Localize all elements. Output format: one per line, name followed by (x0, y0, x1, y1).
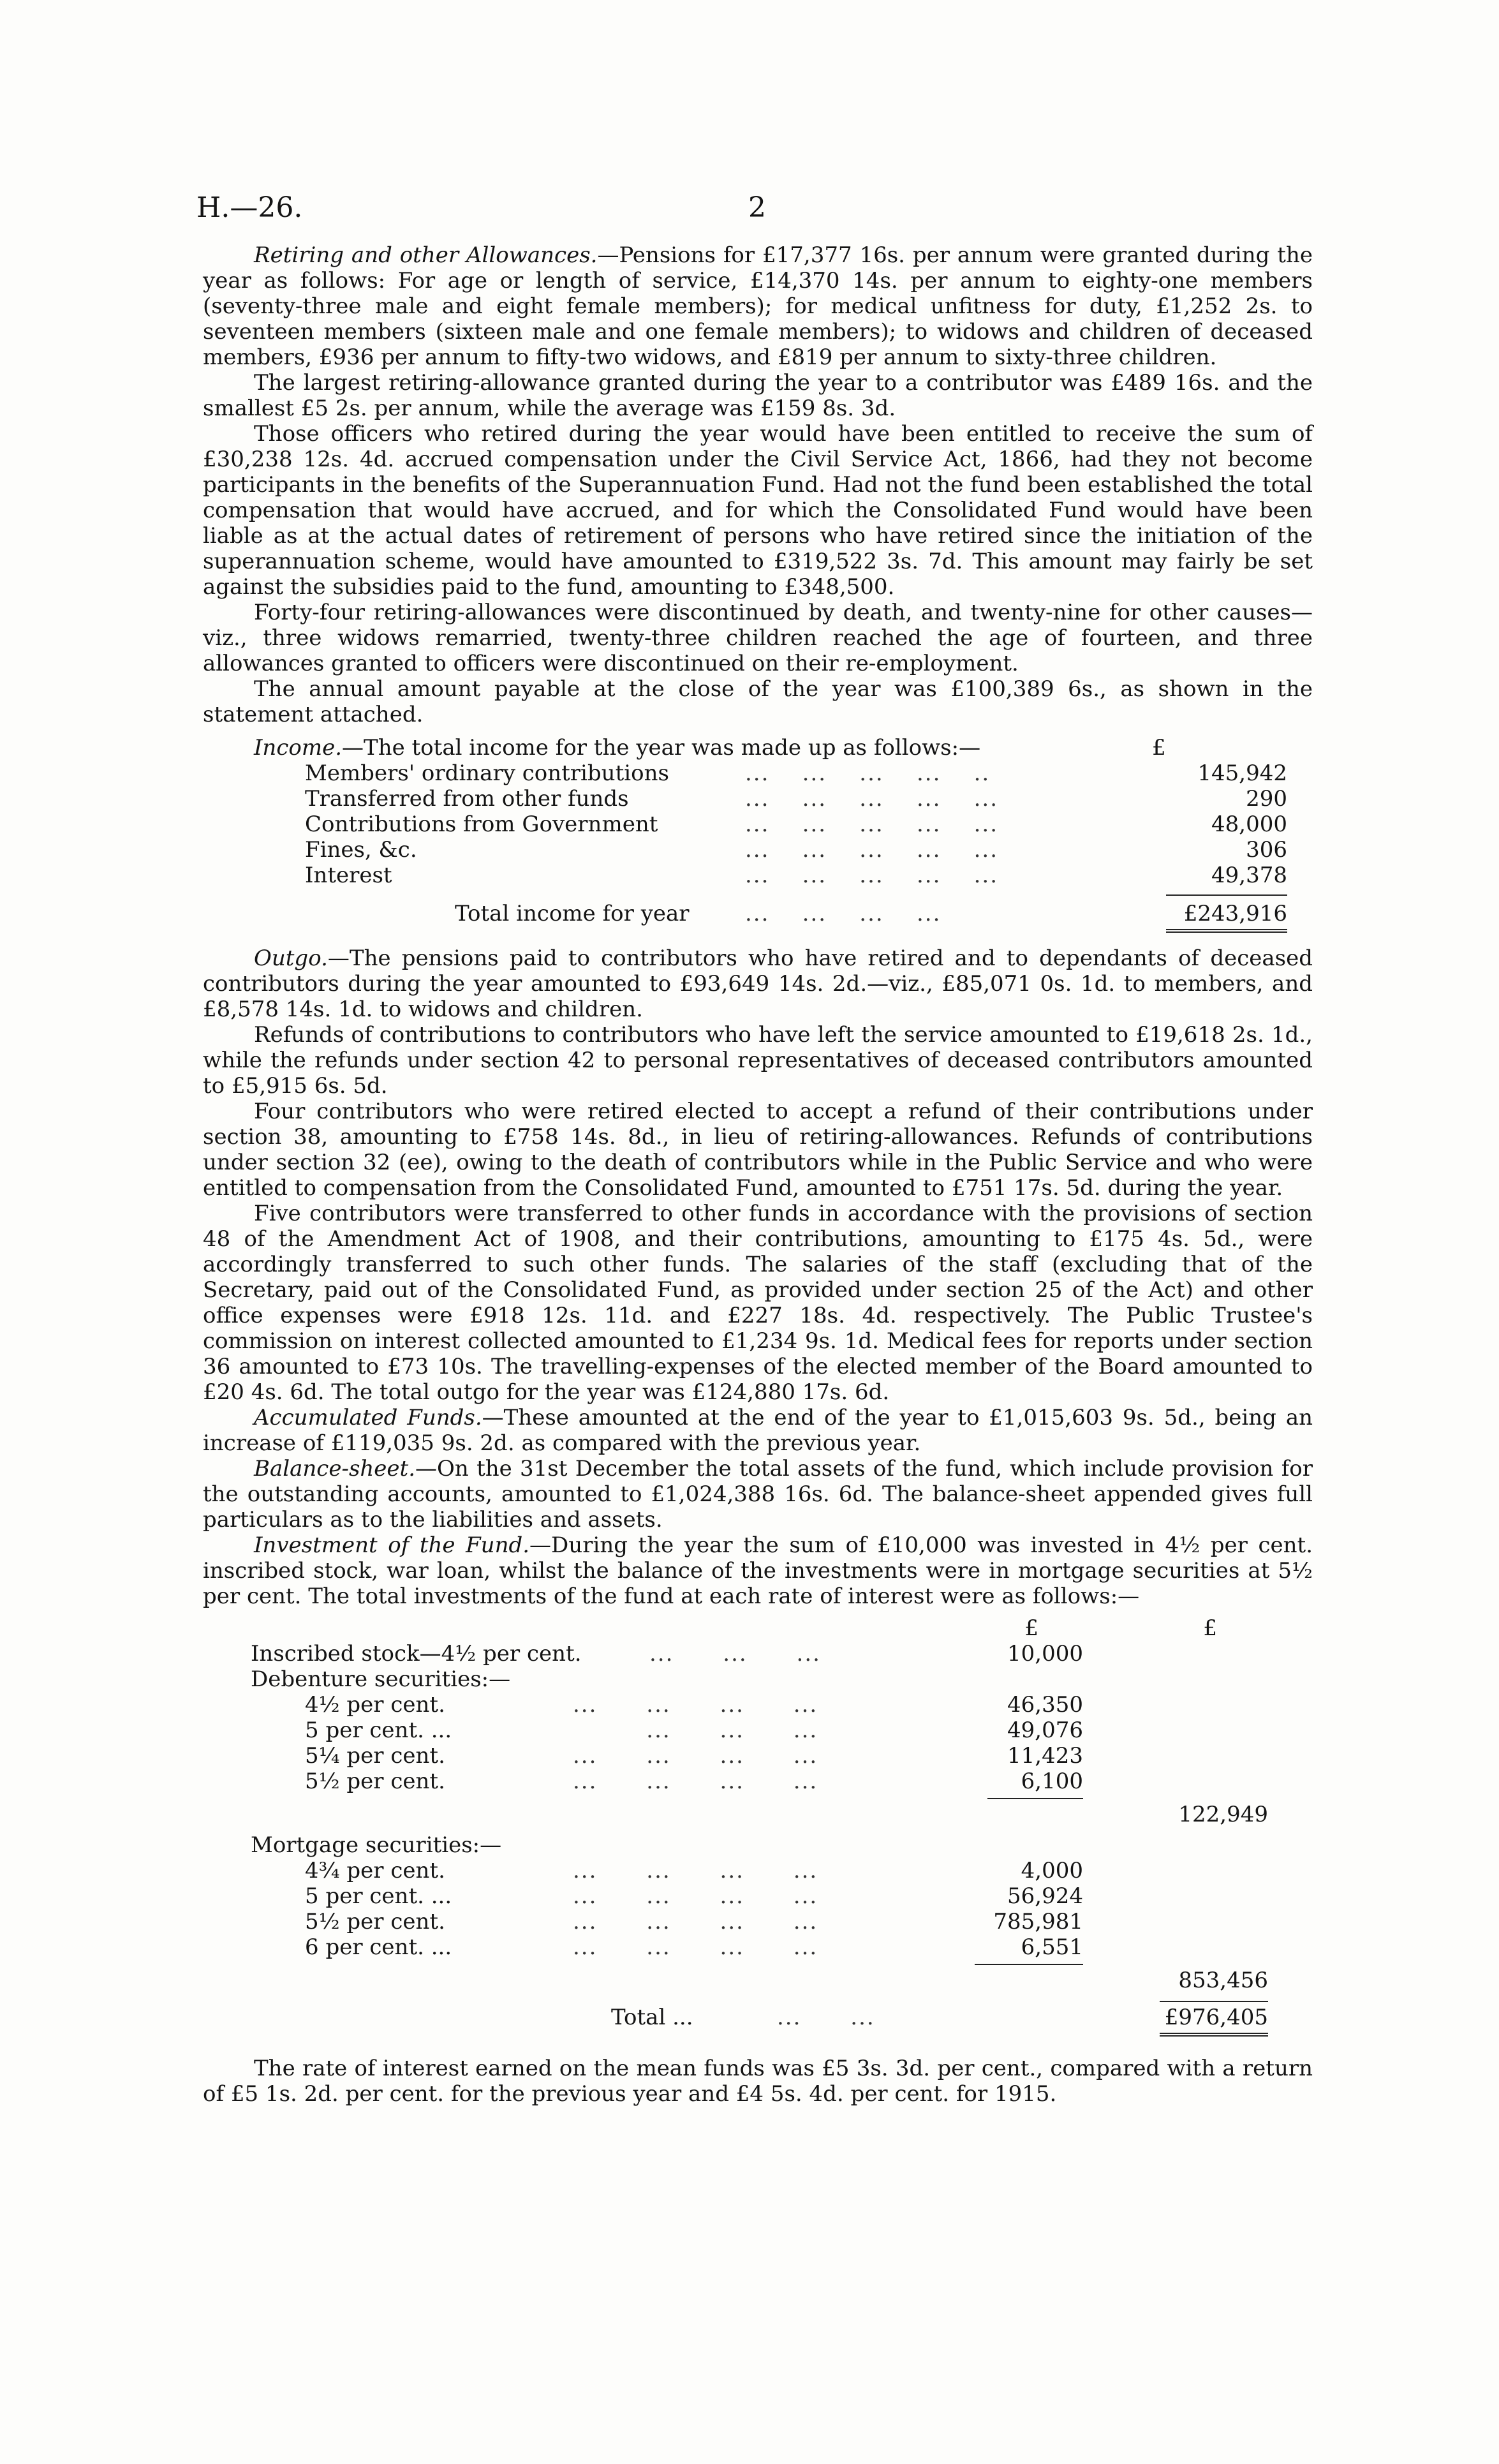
paragraph-accumulated-funds: Accumulated Funds.—These amounted at the end of the year to £1,015,603 9s. 5d., being an increase of £119,035 9s. 2d. as compared with the previous year. (203, 1405, 1313, 1456)
investment-row: 6 per cent. ... ... ... ... ... 6,551 (305, 1934, 1083, 1960)
income-row: Contributions from Government ... ... ... ... ... 48,000 (305, 812, 1287, 837)
paragraph-annual-amount: The annual amount payable at the close of the year was £100,389 6s., as shown in the statement attached. (203, 676, 1313, 727)
income-total: £243,916 (1183, 901, 1287, 926)
paragraph-accrued-compensation: Those officers who retired during the year would have been entitled to receive the sum of £30,238 12s. 4d. accrued compensation under the Civil Service Act, 1866, had they not become participants in the benefits of the Superannuation Fund. Had not the fund been established the total compensation that would have accrued, and for which the Consolidated Fund would have been liable as at the actual dates of retirement of persons who have retired since the initiation of the superannuation scheme, would have amounted to £319,522 3s. 7d. This amount may fairly be set against the subsidies paid to the fund, amounting to £348,500. (203, 421, 1313, 600)
income-table (203, 735, 1313, 946)
investment-total-double-rule (203, 2030, 1313, 2056)
paragraph-balance-sheet: Balance-sheet.—On the 31st December the total assets of the fund, which include provision for the outstanding accounts, amounted to £1,024,388 16s. 6d. The balance-sheet appended gives full particulars as to the liabilities and assets. (203, 1456, 1313, 1533)
income-row: Fines, &c. ... ... ... ... ... 306 (305, 837, 1287, 863)
income-row: Transferred from other funds ... ... ... ... ... 290 (305, 786, 1287, 812)
investment-table (203, 1615, 1313, 2056)
investment-subtotal-row (203, 1960, 1313, 1993)
investment-subtotal-row (203, 1794, 1313, 1827)
investment-row: 5 per cent. ... ... ... ... ... 56,924 (305, 1883, 1083, 1909)
investment-row: 4½ per cent. ... ... ... ... 46,350 (305, 1692, 1083, 1718)
paragraph-interest-rate: The rate of interest earned on the mean funds was £5 3s. 3d. per cent., compared with a return of £5 1s. 2d. per cent. for the previous year and £4 5s. 4d. per cent. for 1915. (203, 2056, 1313, 2107)
spacer (203, 1820, 1313, 1832)
paragraph-retired-refunds: Four contributors who were retired elected to accept a refund of their contributions under section 38, amounting to £758 14s. 8d., in lieu of retiring-allowances. Refunds of contributions under section 32 (ee), owing to the death of contributors while in the Public Service and who were entitled to compensation from the Consolidated Fund, amounted to £751 17s. 5d. during the year. (203, 1099, 1313, 1201)
investment-row: 5½ per cent. ... ... ... ... 6,100 (305, 1769, 1083, 1794)
currency-symbol: £ (1203, 1615, 1217, 1641)
income-subtotal-rule (203, 888, 1313, 901)
investment-subheading: Debenture securities:— (251, 1666, 511, 1692)
investment-row: 5½ per cent. ... ... ... ... 785,981 (305, 1909, 1083, 1934)
investment-currency-row (203, 1615, 1313, 1641)
income-total-rule (203, 926, 1313, 946)
income-row: Interest ... ... ... ... ... 49,378 (305, 863, 1287, 888)
income-total-row: Total income for year ... ... ... ... £243,916 (455, 901, 1287, 926)
debenture-subtotal: 122,949 (1178, 1802, 1268, 1827)
mortgage-subtotal: 853,456 (1178, 1968, 1268, 1993)
investment-subheading: Mortgage securities:— (251, 1832, 502, 1858)
paragraph-investment: Investment of the Fund.—During the year the sum of £10,000 was invested in 4½ per cent. inscribed stock, war loan, whilst the balance of the investments were in mortgage securities at 5½ per cent. The total investments of the fund at each rate of interest were as follows:— (203, 1533, 1313, 1609)
investment-row: Inscribed stock—4½ per cent. ... ... ... 10,000 (251, 1641, 1083, 1666)
investment-row: 5¼ per cent. ... ... ... ... 11,423 (305, 1743, 1083, 1769)
paragraph-transfers-expenses: Five contributors were transferred to other funds in accordance with the provisions of section 48 of the Amendment Act of 1908, and their contributions, amounting to £175 4s. 5d., were accordingly transferred to such other funds. The salaries of the staff (excluding that of the Secretary, paid out of the Consolidated Fund, as provided under section 25 of the Act) and other office expenses were £918 12s. 11d. and £227 18s. 4d. respectively. The Public Trustee's commission on interest collected amounted to £1,234 9s. 1d. Medical fees for reports under section 36 amounted to £73 10s. The travelling-expenses of the elected member of the Board amounted to £20 4s. 6d. The total outgo for the year was £124,880 17s. 6d. (203, 1201, 1313, 1405)
income-heading: Income.—The total income for the year was made up as follows:— £ (254, 735, 1166, 761)
investment-total-rule (203, 1985, 1313, 2005)
page-header (196, 185, 1313, 242)
investment-total-row: Total ... ... ... £976,405 (611, 2005, 1268, 2030)
paragraph-largest-allowance: The largest retiring-allowance granted during the year to a contributor was £489 16s. and the smallest £5 2s. per annum, while the average was £159 8s. 3d. (203, 370, 1313, 421)
income-row: Members' ordinary contributions ... ... ... ... .. 145,942 (305, 761, 1287, 786)
paragraph-outgo: Outgo.—The pensions paid to contributors who have retired and to dependants of deceased contributors during the year amounted to £93,649 14s. 2d.—viz., £85,071 0s. 1d. to members, and £8,578 14s. 1d. to widows and children. (203, 946, 1313, 1022)
paragraph-discontinued-allowances: Forty-four retiring-allowances were discontinued by death, and twenty-nine for other causes— viz., three widows remarried, twenty-three children reached the age of fourteen, and three allowances granted to officers were discontinued on their re-employment. (203, 600, 1313, 676)
document-page (196, 185, 1313, 2107)
paragraph-refunds: Refunds of contributions to contributors who have left the service amounted to £19,618 2s. 1d., while the refunds under section 42 to personal representatives of deceased contributors amounted to £5,915 6s. 5d. (203, 1022, 1313, 1099)
investment-total: £976,405 (1164, 2005, 1268, 2030)
document-code: H.—26. (196, 191, 303, 224)
currency-symbol: £ (1152, 735, 1166, 761)
investment-row: 4¾ per cent. ... ... ... ... 4,000 (305, 1858, 1083, 1883)
investment-row: 5 per cent. ... ... ... ... 49,076 (305, 1718, 1083, 1743)
currency-symbol: £ (1024, 1615, 1038, 1641)
page-number: 2 (748, 191, 766, 224)
paragraph-retiring-allowances: Retiring and other Allowances.—Pensions for £17,377 16s. per annum were granted during the year as follows: For age or length of service, £14,370 14s. per annum to eighty-one members (seventy-three male and eight female members); for medical unfitness for duty, £1,252 2s. to seventeen members (sixteen male and one female members); to widows and children of deceased members, £936 per annum to fifty-two widows, and £819 per annum to sixty-three children. (203, 242, 1313, 370)
